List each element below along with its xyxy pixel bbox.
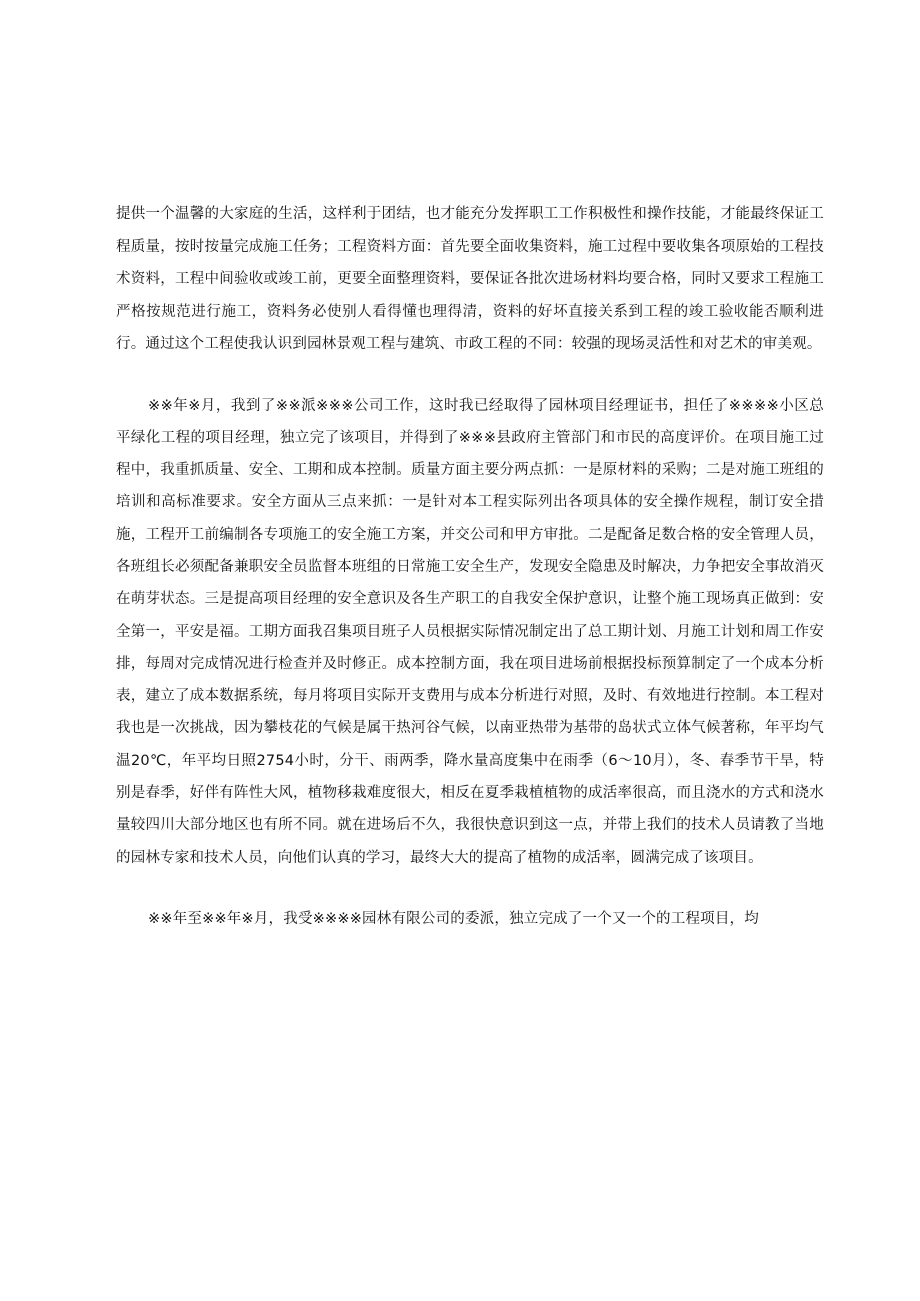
paragraph-2: ※※年※月，我到了※※派※※※公司工作，这时我已经取得了园林项目经理证书，担任了※※※※小区总平绿化工程的项目经理，独立完了该项目，并得到了※※※县政府主管部门和市民的高度评价。在项目施工过程中，我重抓质量、安全、工期和成本控制。质量方面主要分两点抓：一是原材料的采购；二是对施工班组的培训和高标准要求。安全方面从三点来抓：一是针对本工程实际列出各项具体的安全操作规程，制订安全措施，工程开工前编制各专项施工的安全施工方案，并交公司和甲方审批。二是配备足数合格的安全管理人员，各班组长必须配备兼职安全员监督本班组的日常施工安全生产，发现安全隐患及时解决，力争把安全事故消灭在萌芽状态。三是提高项目经理的安全意识及各生产职工的自我安全保护意识，让整个施工现场真正做到：安全第一，平安是福。工期方面我召集项目班子人员根据实际情况制定出了总工期计划、月施工计划和周工作安排，每周对完成情况进行检查并及时修正。成本控制方面，我在项目进场前根据投标预算制定了一个成本分析表，建立了成本数据系统，每月将项目实际开支费用与成本分析进行对照，及时、有效地进行控制。本工程对我也是一次挑战，因为攀枝花的气候是属干热河谷气候，以南亚热带为基带的岛状式立体气候著称，年平均气温20℃，年平均日照2754小时，分干、雨两季，降水量高度集中在雨季（6～10月），冬、春季节干旱，特别是春季，好伴有阵性大风，植物移栽难度很大，相反在夏季栽植植物的成活率很高，而且浇水的方式和浇水量较四川大部分地区也有所不同。就在进场后不久，我很快意识到这一点，并带上我们的技术人员请教了当地的园林专家和技术人员，向他们认真的学习，最终大大的提高了植物的成活率，圆满完成了该项目。 bbox=[116, 397, 824, 866]
document-page bbox=[116, 198, 824, 935]
paragraph-3: ※※年至※※年※月，我受※※※※园林有限公司的委派，独立完成了一个又一个的工程项目，均 bbox=[148, 910, 759, 927]
paragraph-1: 提供一个温馨的大家庭的生活，这样利于团结，也才能充分发挥职工工作积极性和操作技能，才能最终保证工程质量，按时按量完成施工任务；工程资料方面：首先要全面收集资料，施工过程中要收集各项原始的工程技术资料，工程中间验收或竣工前，更要全面整理资料，要保证各批次进场材料均要合格，同时又要求工程施工严格按规范进行施工，资料务必使别人看得懂也理得清，资料的好坏直接关系到工程的竣工验收能否顺利进行。通过这个工程使我认识到园林景观工程与建筑、市政工程的不同：较强的现场灵活性和对艺术的审美观。 bbox=[116, 206, 824, 352]
